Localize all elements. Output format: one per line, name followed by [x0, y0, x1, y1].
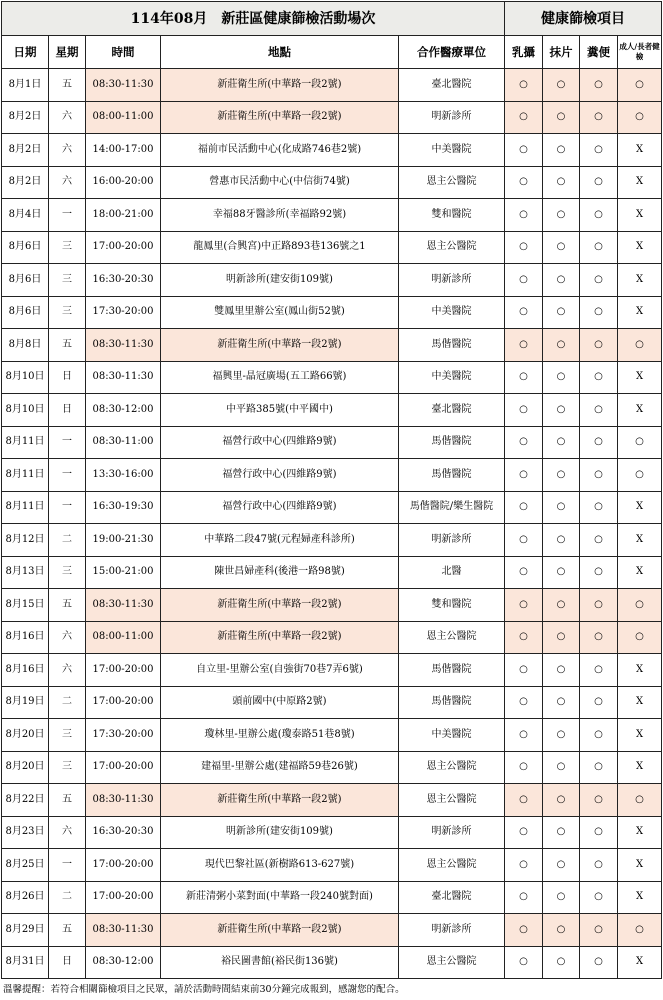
cell-breast: ○	[505, 589, 543, 622]
cell-pap: ○	[543, 751, 580, 784]
cell-pap: ○	[543, 784, 580, 817]
cell-partner: 中美醫院	[399, 296, 505, 329]
cell-pap: ○	[543, 264, 580, 297]
cell-date: 8月20日	[2, 751, 49, 784]
cell-partner: 馬偕醫院	[399, 654, 505, 687]
cell-pap: ○	[543, 654, 580, 687]
cell-weekday: 六	[49, 166, 86, 199]
cell-partner: 明新診所	[399, 914, 505, 947]
cell-breast: ○	[505, 621, 543, 654]
cell-adult: X	[618, 491, 662, 524]
cell-time: 16:00-20:00	[86, 166, 161, 199]
cell-date: 8月8日	[2, 329, 49, 362]
cell-time: 17:00-20:00	[86, 654, 161, 687]
cell-adult: X	[618, 166, 662, 199]
cell-weekday: 五	[49, 914, 86, 947]
cell-location: 幸福88牙醫診所(幸福路92號)	[161, 199, 399, 232]
cell-breast: ○	[505, 134, 543, 167]
table-row	[2, 784, 662, 817]
cell-fobt: ○	[580, 361, 618, 394]
cell-date: 8月23日	[2, 816, 49, 849]
cell-pap: ○	[543, 166, 580, 199]
cell-pap: ○	[543, 101, 580, 134]
cell-date: 8月22日	[2, 784, 49, 817]
cell-time: 17:00-20:00	[86, 849, 161, 882]
cell-adult: ○	[618, 459, 662, 492]
cell-breast: ○	[505, 426, 543, 459]
cell-location: 福營行政中心(四維路9號)	[161, 491, 399, 524]
cell-adult: X	[618, 296, 662, 329]
table-row	[2, 524, 662, 557]
cell-adult: X	[618, 264, 662, 297]
cell-date: 8月15日	[2, 589, 49, 622]
cell-date: 8月11日	[2, 426, 49, 459]
cell-pap: ○	[543, 686, 580, 719]
cell-partner: 明新診所	[399, 524, 505, 557]
table-row	[2, 816, 662, 849]
cell-partner: 臺北醫院	[399, 69, 505, 102]
cell-partner: 馬偕醫院	[399, 459, 505, 492]
cell-partner: 北醫	[399, 556, 505, 589]
cell-pap: ○	[543, 524, 580, 557]
cell-fobt: ○	[580, 296, 618, 329]
cell-fobt: ○	[580, 491, 618, 524]
col-header-time: 時間	[86, 36, 161, 69]
cell-time: 08:00-11:00	[86, 621, 161, 654]
cell-location: 福營行政中心(四維路9號)	[161, 426, 399, 459]
cell-fobt: ○	[580, 231, 618, 264]
cell-partner: 恩主公醫院	[399, 784, 505, 817]
cell-breast: ○	[505, 686, 543, 719]
cell-fobt: ○	[580, 426, 618, 459]
table-row	[2, 264, 662, 297]
cell-location: 福營行政中心(四維路9號)	[161, 459, 399, 492]
cell-fobt: ○	[580, 751, 618, 784]
cell-partner: 馬偕醫院	[399, 426, 505, 459]
cell-pap: ○	[543, 459, 580, 492]
cell-partner: 馬偕醫院	[399, 686, 505, 719]
col-header-partner: 合作醫療單位	[399, 36, 505, 69]
cell-pap: ○	[543, 621, 580, 654]
col-header-location: 地點	[161, 36, 399, 69]
cell-breast: ○	[505, 361, 543, 394]
cell-date: 8月16日	[2, 621, 49, 654]
table-row	[2, 881, 662, 914]
cell-date: 8月16日	[2, 654, 49, 687]
cell-partner: 雙和醫院	[399, 199, 505, 232]
cell-location: 新莊衛生所(中華路一段2號)	[161, 69, 399, 102]
cell-pap: ○	[543, 231, 580, 264]
table-row	[2, 296, 662, 329]
cell-pap: ○	[543, 199, 580, 232]
cell-location: 中平路385號(中平國中)	[161, 394, 399, 427]
cell-time: 17:00-20:00	[86, 686, 161, 719]
cell-breast: ○	[505, 881, 543, 914]
cell-partner: 恩主公醫院	[399, 946, 505, 979]
cell-date: 8月29日	[2, 914, 49, 947]
cell-weekday: 六	[49, 101, 86, 134]
cell-fobt: ○	[580, 589, 618, 622]
cell-time: 15:00-21:00	[86, 556, 161, 589]
cell-adult: ○	[618, 426, 662, 459]
cell-pap: ○	[543, 589, 580, 622]
cell-time: 18:00-21:00	[86, 199, 161, 232]
cell-pap: ○	[543, 394, 580, 427]
cell-adult: X	[618, 654, 662, 687]
cell-pap: ○	[543, 556, 580, 589]
cell-fobt: ○	[580, 849, 618, 882]
cell-fobt: ○	[580, 69, 618, 102]
cell-adult: ○	[618, 621, 662, 654]
cell-breast: ○	[505, 849, 543, 882]
cell-breast: ○	[505, 199, 543, 232]
table-row	[2, 849, 662, 882]
cell-fobt: ○	[580, 459, 618, 492]
table-row	[2, 231, 662, 264]
cell-fobt: ○	[580, 524, 618, 557]
cell-weekday: 二	[49, 881, 86, 914]
cell-location: 陳世昌婦產科(後港一路98號)	[161, 556, 399, 589]
cell-location: 瓊林里-里辦公處(瓊泰路51巷8號)	[161, 719, 399, 752]
cell-weekday: 一	[49, 849, 86, 882]
cell-partner: 明新診所	[399, 264, 505, 297]
cell-adult: ○	[618, 69, 662, 102]
cell-adult: ○	[618, 914, 662, 947]
cell-date: 8月11日	[2, 459, 49, 492]
cell-weekday: 一	[49, 459, 86, 492]
cell-breast: ○	[505, 459, 543, 492]
cell-pap: ○	[543, 134, 580, 167]
cell-partner: 明新診所	[399, 101, 505, 134]
table-row	[2, 556, 662, 589]
cell-time: 08:30-11:30	[86, 914, 161, 947]
cell-weekday: 日	[49, 361, 86, 394]
cell-fobt: ○	[580, 621, 618, 654]
table-row	[2, 589, 662, 622]
cell-fobt: ○	[580, 199, 618, 232]
cell-weekday: 日	[49, 394, 86, 427]
cell-weekday: 二	[49, 686, 86, 719]
cell-partner: 臺北醫院	[399, 881, 505, 914]
cell-date: 8月10日	[2, 361, 49, 394]
cell-time: 08:30-11:30	[86, 589, 161, 622]
cell-adult: ○	[618, 329, 662, 362]
cell-weekday: 三	[49, 751, 86, 784]
cell-breast: ○	[505, 491, 543, 524]
cell-adult: X	[618, 849, 662, 882]
cell-breast: ○	[505, 719, 543, 752]
cell-partner: 明新診所	[399, 816, 505, 849]
cell-breast: ○	[505, 101, 543, 134]
cell-date: 8月26日	[2, 881, 49, 914]
cell-time: 08:30-12:00	[86, 394, 161, 427]
table-row	[2, 134, 662, 167]
cell-breast: ○	[505, 264, 543, 297]
table-row	[2, 329, 662, 362]
table-row	[2, 101, 662, 134]
cell-weekday: 六	[49, 134, 86, 167]
col-header-fobt: 糞便	[580, 36, 618, 69]
cell-time: 17:30-20:00	[86, 719, 161, 752]
cell-breast: ○	[505, 914, 543, 947]
col-header-pap: 抹片	[543, 36, 580, 69]
cell-adult: X	[618, 946, 662, 979]
cell-date: 8月10日	[2, 394, 49, 427]
cell-partner: 中美醫院	[399, 361, 505, 394]
cell-date: 8月2日	[2, 134, 49, 167]
col-header-breast: 乳攝	[505, 36, 543, 69]
cell-weekday: 五	[49, 329, 86, 362]
cell-weekday: 一	[49, 199, 86, 232]
cell-time: 08:30-11:30	[86, 329, 161, 362]
cell-breast: ○	[505, 166, 543, 199]
cell-date: 8月6日	[2, 296, 49, 329]
cell-time: 17:00-20:00	[86, 881, 161, 914]
cell-fobt: ○	[580, 101, 618, 134]
cell-location: 明新診所(建安街109號)	[161, 816, 399, 849]
page-title: 114年08月 新莊區健康篩檢活動場次	[2, 2, 505, 36]
cell-time: 14:00-17:00	[86, 134, 161, 167]
screening-items-title: 健康篩檢項目	[505, 2, 662, 36]
table-row	[2, 426, 662, 459]
cell-adult: X	[618, 361, 662, 394]
cell-weekday: 二	[49, 524, 86, 557]
table-row	[2, 394, 662, 427]
cell-partner: 恩主公醫院	[399, 231, 505, 264]
cell-adult: X	[618, 719, 662, 752]
footer-note: 溫馨提醒：若符合相關篩檢項目之民眾，請於活動時間結束前30分鐘完成報到，感謝您的配合。	[3, 984, 405, 995]
cell-pap: ○	[543, 881, 580, 914]
cell-fobt: ○	[580, 134, 618, 167]
cell-adult: X	[618, 816, 662, 849]
cell-fobt: ○	[580, 784, 618, 817]
cell-weekday: 六	[49, 816, 86, 849]
table-row	[2, 751, 662, 784]
cell-partner: 中美醫院	[399, 719, 505, 752]
cell-fobt: ○	[580, 816, 618, 849]
cell-pap: ○	[543, 816, 580, 849]
cell-breast: ○	[505, 654, 543, 687]
cell-location: 新莊衛生所(中華路一段2號)	[161, 784, 399, 817]
cell-date: 8月6日	[2, 231, 49, 264]
cell-fobt: ○	[580, 264, 618, 297]
cell-weekday: 一	[49, 426, 86, 459]
cell-date: 8月13日	[2, 556, 49, 589]
cell-time: 17:30-20:00	[86, 296, 161, 329]
col-header-adult: 成人/長者健檢	[618, 36, 662, 69]
cell-partner: 馬偕醫院/樂生醫院	[399, 491, 505, 524]
cell-location: 新莊衛生所(中華路一段2號)	[161, 101, 399, 134]
cell-weekday: 五	[49, 589, 86, 622]
cell-time: 16:30-20:30	[86, 816, 161, 849]
cell-breast: ○	[505, 556, 543, 589]
cell-time: 17:00-20:00	[86, 231, 161, 264]
cell-adult: X	[618, 751, 662, 784]
cell-fobt: ○	[580, 556, 618, 589]
cell-time: 08:30-12:00	[86, 946, 161, 979]
cell-time: 17:00-20:00	[86, 751, 161, 784]
cell-date: 8月2日	[2, 101, 49, 134]
table-row	[2, 361, 662, 394]
cell-fobt: ○	[580, 946, 618, 979]
cell-weekday: 五	[49, 784, 86, 817]
cell-breast: ○	[505, 69, 543, 102]
title-row	[2, 2, 662, 36]
cell-adult: X	[618, 881, 662, 914]
cell-breast: ○	[505, 524, 543, 557]
cell-partner: 恩主公醫院	[399, 751, 505, 784]
cell-pap: ○	[543, 329, 580, 362]
cell-fobt: ○	[580, 719, 618, 752]
col-header-date: 日期	[2, 36, 49, 69]
cell-pap: ○	[543, 849, 580, 882]
cell-date: 8月11日	[2, 491, 49, 524]
cell-weekday: 日	[49, 946, 86, 979]
cell-time: 13:30-16:00	[86, 459, 161, 492]
cell-weekday: 三	[49, 264, 86, 297]
cell-adult: X	[618, 686, 662, 719]
cell-location: 新莊清粥小菜對面(中華路一段240號對面)	[161, 881, 399, 914]
table-row	[2, 621, 662, 654]
cell-pap: ○	[543, 296, 580, 329]
cell-date: 8月2日	[2, 166, 49, 199]
cell-location: 頭前國中(中原路2號)	[161, 686, 399, 719]
cell-weekday: 三	[49, 231, 86, 264]
cell-fobt: ○	[580, 329, 618, 362]
cell-weekday: 六	[49, 621, 86, 654]
cell-date: 8月25日	[2, 849, 49, 882]
cell-adult: X	[618, 556, 662, 589]
cell-adult: ○	[618, 101, 662, 134]
cell-location: 裕民圖書館(裕民街136號)	[161, 946, 399, 979]
cell-date: 8月20日	[2, 719, 49, 752]
cell-pap: ○	[543, 69, 580, 102]
cell-breast: ○	[505, 816, 543, 849]
cell-partner: 恩主公醫院	[399, 849, 505, 882]
cell-time: 08:30-11:30	[86, 69, 161, 102]
cell-breast: ○	[505, 231, 543, 264]
table-row	[2, 459, 662, 492]
cell-pap: ○	[543, 426, 580, 459]
cell-partner: 恩主公醫院	[399, 621, 505, 654]
cell-partner: 臺北醫院	[399, 394, 505, 427]
cell-location: 自立里-里辦公室(自強街70巷7弄6號)	[161, 654, 399, 687]
cell-location: 龍鳳里(合興宮)中正路893巷136號之1	[161, 231, 399, 264]
cell-adult: X	[618, 134, 662, 167]
cell-partner: 雙和醫院	[399, 589, 505, 622]
cell-breast: ○	[505, 296, 543, 329]
cell-adult: X	[618, 199, 662, 232]
cell-fobt: ○	[580, 881, 618, 914]
cell-date: 8月1日	[2, 69, 49, 102]
cell-time: 08:30-11:00	[86, 426, 161, 459]
cell-time: 08:00-11:00	[86, 101, 161, 134]
cell-fobt: ○	[580, 686, 618, 719]
cell-time: 19:00-21:30	[86, 524, 161, 557]
table-row	[2, 946, 662, 979]
cell-adult: X	[618, 394, 662, 427]
cell-location: 新莊衛生所(中華路一段2號)	[161, 621, 399, 654]
cell-adult: X	[618, 231, 662, 264]
cell-location: 新莊衛生所(中華路一段2號)	[161, 329, 399, 362]
cell-location: 中華路二段47號(元程婦產科診所)	[161, 524, 399, 557]
cell-location: 雙鳳里里辦公室(鳳山街52號)	[161, 296, 399, 329]
cell-date: 8月19日	[2, 686, 49, 719]
cell-fobt: ○	[580, 166, 618, 199]
cell-weekday: 三	[49, 719, 86, 752]
cell-breast: ○	[505, 394, 543, 427]
cell-time: 16:30-20:30	[86, 264, 161, 297]
cell-location: 福前市民活動中心(化成路746巷2號)	[161, 134, 399, 167]
cell-fobt: ○	[580, 394, 618, 427]
table-row	[2, 686, 662, 719]
cell-pap: ○	[543, 491, 580, 524]
cell-date: 8月12日	[2, 524, 49, 557]
header-row	[2, 36, 662, 69]
cell-breast: ○	[505, 784, 543, 817]
cell-fobt: ○	[580, 914, 618, 947]
cell-breast: ○	[505, 329, 543, 362]
cell-weekday: 五	[49, 69, 86, 102]
cell-date: 8月6日	[2, 264, 49, 297]
cell-pap: ○	[543, 946, 580, 979]
cell-breast: ○	[505, 946, 543, 979]
cell-date: 8月31日	[2, 946, 49, 979]
col-header-weekday: 星期	[49, 36, 86, 69]
cell-weekday: 三	[49, 556, 86, 589]
cell-weekday: 一	[49, 491, 86, 524]
table-row	[2, 199, 662, 232]
cell-location: 新莊衛生所(中華路一段2號)	[161, 589, 399, 622]
cell-adult: ○	[618, 589, 662, 622]
cell-partner: 中美醫院	[399, 134, 505, 167]
schedule-table	[1, 1, 662, 979]
cell-fobt: ○	[580, 654, 618, 687]
cell-location: 現代巴黎社區(新樹路613-627號)	[161, 849, 399, 882]
table-row	[2, 69, 662, 102]
cell-breast: ○	[505, 751, 543, 784]
table-row	[2, 719, 662, 752]
cell-date: 8月4日	[2, 199, 49, 232]
cell-weekday: 六	[49, 654, 86, 687]
cell-pap: ○	[543, 361, 580, 394]
cell-partner: 恩主公醫院	[399, 166, 505, 199]
cell-weekday: 三	[49, 296, 86, 329]
cell-time: 08:30-11:30	[86, 784, 161, 817]
table-row	[2, 166, 662, 199]
cell-location: 明新診所(建安街109號)	[161, 264, 399, 297]
cell-partner: 馬偕醫院	[399, 329, 505, 362]
cell-pap: ○	[543, 914, 580, 947]
table-row	[2, 654, 662, 687]
table-row	[2, 491, 662, 524]
cell-adult: ○	[618, 784, 662, 817]
cell-location: 建福里-里辦公處(建福路59巷26號)	[161, 751, 399, 784]
cell-location: 營惠市民活動中心(中信街74號)	[161, 166, 399, 199]
cell-pap: ○	[543, 719, 580, 752]
cell-adult: X	[618, 524, 662, 557]
cell-location: 福興里-晶冠廣場(五工路66號)	[161, 361, 399, 394]
table-row	[2, 914, 662, 947]
cell-time: 16:30-19:30	[86, 491, 161, 524]
cell-location: 新莊衛生所(中華路一段2號)	[161, 914, 399, 947]
cell-time: 08:30-11:30	[86, 361, 161, 394]
